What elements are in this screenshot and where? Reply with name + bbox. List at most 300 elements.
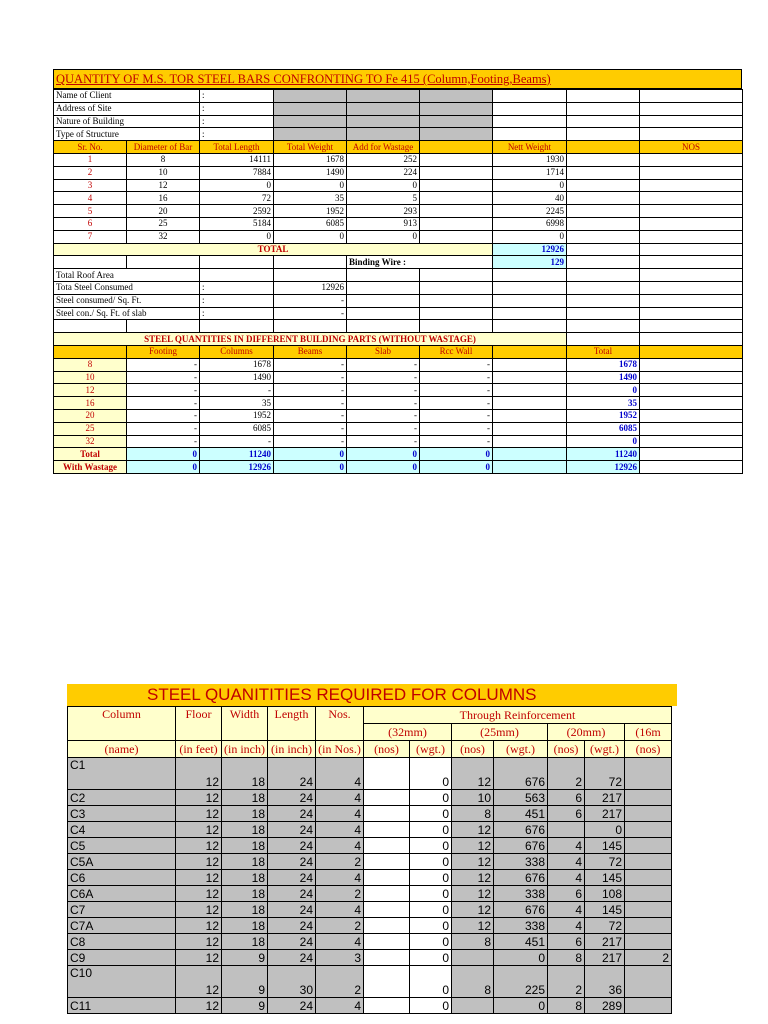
value-cell[interactable] bbox=[364, 790, 410, 806]
nos-cell[interactable] bbox=[640, 205, 743, 218]
info-cell[interactable] bbox=[493, 90, 567, 103]
info-cell[interactable] bbox=[274, 115, 347, 128]
value-cell[interactable]: 4 bbox=[316, 934, 364, 950]
value-cell[interactable]: 2 bbox=[316, 886, 364, 902]
value-cell[interactable] bbox=[625, 870, 672, 886]
empty-cell[interactable] bbox=[567, 269, 640, 282]
value-cell[interactable]: 12 bbox=[176, 806, 222, 822]
value-cell[interactable]: 12 bbox=[452, 902, 494, 918]
total-cell[interactable]: 1490 bbox=[567, 371, 640, 384]
empty-cell[interactable] bbox=[640, 371, 743, 384]
summary-value[interactable]: - bbox=[274, 307, 347, 320]
rcc-wall-cell[interactable]: 0 bbox=[420, 448, 493, 461]
empty-cell[interactable] bbox=[640, 409, 743, 422]
value-cell[interactable]: 676 bbox=[494, 838, 548, 854]
value-cell[interactable]: 217 bbox=[585, 806, 625, 822]
info-label[interactable]: Address of Site bbox=[54, 102, 200, 115]
value-cell[interactable]: 18 bbox=[222, 870, 268, 886]
column-header[interactable]: Beams bbox=[274, 345, 347, 358]
through-reinforcement-header[interactable]: Through Reinforcement bbox=[364, 707, 672, 724]
value-cell[interactable]: 2 bbox=[548, 966, 585, 998]
value-cell[interactable] bbox=[364, 838, 410, 854]
value-cell[interactable]: 4 bbox=[316, 838, 364, 854]
empty-cell[interactable] bbox=[640, 320, 743, 333]
total-cell[interactable]: 35 bbox=[567, 397, 640, 410]
value-cell[interactable]: 12 bbox=[176, 902, 222, 918]
value-cell[interactable]: 18 bbox=[222, 902, 268, 918]
value-cell[interactable]: 0 bbox=[410, 902, 452, 918]
empty-cell[interactable] bbox=[493, 384, 567, 397]
empty-cell[interactable] bbox=[567, 230, 640, 243]
value-cell[interactable]: 9 bbox=[222, 998, 268, 1014]
info-cell[interactable] bbox=[640, 128, 743, 141]
empty-cell[interactable] bbox=[127, 320, 200, 333]
beams-cell[interactable]: - bbox=[274, 409, 347, 422]
wastage-cell[interactable]: 224 bbox=[347, 166, 420, 179]
row-label[interactable]: With Wastage bbox=[54, 461, 127, 474]
empty-cell[interactable] bbox=[420, 166, 493, 179]
sr-no-cell[interactable]: 2 bbox=[54, 166, 127, 179]
columns-cell[interactable]: 12926 bbox=[200, 461, 274, 474]
slab-cell[interactable]: - bbox=[347, 435, 420, 448]
nos-cell[interactable] bbox=[640, 230, 743, 243]
value-cell[interactable]: 72 bbox=[585, 918, 625, 934]
bar-size-header[interactable]: (32mm) bbox=[364, 724, 452, 741]
empty-cell[interactable] bbox=[127, 256, 200, 269]
column-header[interactable]: Length bbox=[268, 707, 316, 741]
column-header[interactable]: Nett Weight bbox=[493, 141, 567, 154]
nos-cell[interactable] bbox=[640, 179, 743, 192]
info-cell[interactable] bbox=[274, 90, 347, 103]
diameter-cell[interactable]: 20 bbox=[127, 205, 200, 218]
diameter-cell[interactable]: 32 bbox=[127, 230, 200, 243]
value-cell[interactable]: 12 bbox=[176, 998, 222, 1014]
value-cell[interactable]: 12 bbox=[176, 758, 222, 790]
weight-cell[interactable]: 35 bbox=[274, 192, 347, 205]
value-cell[interactable] bbox=[364, 886, 410, 902]
empty-cell[interactable] bbox=[420, 192, 493, 205]
value-cell[interactable]: 0 bbox=[585, 822, 625, 838]
total-cell[interactable]: 11240 bbox=[567, 448, 640, 461]
diameter-cell[interactable]: 25 bbox=[127, 217, 200, 230]
value-cell[interactable] bbox=[364, 918, 410, 934]
value-cell[interactable]: 12 bbox=[176, 950, 222, 966]
column-header[interactable]: Columns bbox=[200, 345, 274, 358]
weight-cell[interactable]: 0 bbox=[274, 230, 347, 243]
slab-cell[interactable]: - bbox=[347, 384, 420, 397]
value-cell[interactable]: 12 bbox=[176, 934, 222, 950]
empty-cell[interactable] bbox=[420, 294, 493, 307]
info-cell[interactable] bbox=[640, 90, 743, 103]
empty-cell[interactable] bbox=[347, 320, 420, 333]
diameter-cell[interactable]: 20 bbox=[54, 409, 127, 422]
slab-cell[interactable]: - bbox=[347, 358, 420, 371]
beams-cell[interactable]: - bbox=[274, 371, 347, 384]
diameter-cell[interactable]: 16 bbox=[127, 192, 200, 205]
empty-cell[interactable] bbox=[493, 320, 567, 333]
column-header[interactable] bbox=[493, 345, 567, 358]
diameter-cell[interactable]: 16 bbox=[54, 397, 127, 410]
info-cell[interactable] bbox=[347, 115, 420, 128]
nett-weight-cell[interactable]: 1930 bbox=[493, 153, 567, 166]
value-cell[interactable]: 4 bbox=[548, 838, 585, 854]
diameter-cell[interactable]: 32 bbox=[54, 435, 127, 448]
unit-header[interactable]: (wgt.) bbox=[410, 741, 452, 758]
column-header[interactable]: Diameter of Bar bbox=[127, 141, 200, 154]
value-cell[interactable] bbox=[625, 918, 672, 934]
value-cell[interactable]: 24 bbox=[268, 886, 316, 902]
info-cell[interactable] bbox=[640, 115, 743, 128]
column-name-cell[interactable]: C5A bbox=[68, 854, 176, 870]
empty-cell[interactable] bbox=[54, 256, 127, 269]
empty-cell[interactable] bbox=[420, 320, 493, 333]
wastage-cell[interactable]: 0 bbox=[347, 179, 420, 192]
empty-cell[interactable] bbox=[420, 153, 493, 166]
value-cell[interactable] bbox=[548, 822, 585, 838]
value-cell[interactable]: 12 bbox=[452, 854, 494, 870]
column-header[interactable]: Column bbox=[68, 707, 176, 741]
nett-weight-cell[interactable]: 6998 bbox=[493, 217, 567, 230]
value-cell[interactable]: 12 bbox=[452, 918, 494, 934]
beams-cell[interactable]: 0 bbox=[274, 448, 347, 461]
value-cell[interactable]: 24 bbox=[268, 998, 316, 1014]
footing-cell[interactable]: - bbox=[127, 384, 200, 397]
empty-cell[interactable] bbox=[493, 371, 567, 384]
value-cell[interactable]: 289 bbox=[585, 998, 625, 1014]
column-name-cell[interactable]: C2 bbox=[68, 790, 176, 806]
value-cell[interactable]: 217 bbox=[585, 934, 625, 950]
value-cell[interactable]: 0 bbox=[410, 998, 452, 1014]
value-cell[interactable]: 18 bbox=[222, 886, 268, 902]
unit-header[interactable]: (in Nos.) bbox=[316, 741, 364, 758]
value-cell[interactable]: 12 bbox=[452, 870, 494, 886]
total-cell[interactable]: 1678 bbox=[567, 358, 640, 371]
value-cell[interactable]: 24 bbox=[268, 918, 316, 934]
value-cell[interactable]: 6 bbox=[548, 886, 585, 902]
unit-header[interactable]: (nos) bbox=[548, 741, 585, 758]
value-cell[interactable]: 30 bbox=[268, 966, 316, 998]
value-cell[interactable] bbox=[625, 806, 672, 822]
unit-header[interactable]: (wgt.) bbox=[494, 741, 548, 758]
value-cell[interactable]: 4 bbox=[316, 790, 364, 806]
value-cell[interactable]: 4 bbox=[548, 902, 585, 918]
column-name-cell[interactable]: C10 bbox=[68, 966, 176, 998]
column-name-cell[interactable]: C6 bbox=[68, 870, 176, 886]
value-cell[interactable] bbox=[625, 902, 672, 918]
empty-cell[interactable] bbox=[493, 358, 567, 371]
bar-size-header[interactable]: (25mm) bbox=[452, 724, 548, 741]
length-cell[interactable]: 0 bbox=[200, 179, 274, 192]
info-cell[interactable] bbox=[347, 90, 420, 103]
value-cell[interactable]: 12 bbox=[176, 854, 222, 870]
empty-cell[interactable] bbox=[420, 230, 493, 243]
empty-cell[interactable] bbox=[347, 281, 420, 294]
value-cell[interactable]: 0 bbox=[410, 918, 452, 934]
sr-no-cell[interactable]: 6 bbox=[54, 217, 127, 230]
value-cell[interactable] bbox=[625, 758, 672, 790]
column-name-cell[interactable]: C4 bbox=[68, 822, 176, 838]
value-cell[interactable]: 24 bbox=[268, 806, 316, 822]
empty-cell[interactable] bbox=[640, 333, 743, 346]
column-header[interactable]: Floor bbox=[176, 707, 222, 741]
empty-cell[interactable] bbox=[640, 269, 743, 282]
value-cell[interactable]: 0 bbox=[410, 966, 452, 998]
column-name-cell[interactable]: C9 bbox=[68, 950, 176, 966]
sr-no-cell[interactable]: 3 bbox=[54, 179, 127, 192]
value-cell[interactable]: 18 bbox=[222, 822, 268, 838]
summary-colon[interactable]: : bbox=[200, 281, 274, 294]
value-cell[interactable]: 4 bbox=[548, 870, 585, 886]
info-cell[interactable] bbox=[567, 102, 640, 115]
value-cell[interactable]: 12 bbox=[176, 790, 222, 806]
beams-cell[interactable]: - bbox=[274, 397, 347, 410]
slab-cell[interactable]: - bbox=[347, 409, 420, 422]
empty-cell[interactable] bbox=[420, 217, 493, 230]
value-cell[interactable]: 24 bbox=[268, 758, 316, 790]
empty-cell[interactable] bbox=[640, 384, 743, 397]
column-name-cell[interactable]: C8 bbox=[68, 934, 176, 950]
info-cell[interactable] bbox=[347, 128, 420, 141]
columns-cell[interactable]: - bbox=[200, 384, 274, 397]
total-cell[interactable]: 0 bbox=[567, 435, 640, 448]
empty-cell[interactable] bbox=[567, 294, 640, 307]
value-cell[interactable]: 9 bbox=[222, 950, 268, 966]
value-cell[interactable]: 24 bbox=[268, 854, 316, 870]
value-cell[interactable] bbox=[364, 870, 410, 886]
beams-cell[interactable]: - bbox=[274, 422, 347, 435]
empty-cell[interactable] bbox=[567, 320, 640, 333]
unit-header[interactable]: (in feet) bbox=[176, 741, 222, 758]
diameter-cell[interactable]: 12 bbox=[127, 179, 200, 192]
value-cell[interactable]: 8 bbox=[452, 934, 494, 950]
empty-cell[interactable] bbox=[567, 153, 640, 166]
wastage-cell[interactable]: 913 bbox=[347, 217, 420, 230]
empty-cell[interactable] bbox=[567, 333, 640, 346]
nos-cell[interactable] bbox=[640, 153, 743, 166]
value-cell[interactable]: 8 bbox=[548, 950, 585, 966]
beams-cell[interactable]: - bbox=[274, 358, 347, 371]
value-cell[interactable]: 2 bbox=[316, 918, 364, 934]
value-cell[interactable]: 4 bbox=[316, 822, 364, 838]
rcc-wall-cell[interactable]: - bbox=[420, 435, 493, 448]
column-header[interactable]: Footing bbox=[127, 345, 200, 358]
value-cell[interactable]: 0 bbox=[410, 950, 452, 966]
info-colon[interactable]: : bbox=[200, 128, 274, 141]
value-cell[interactable]: 18 bbox=[222, 918, 268, 934]
wastage-cell[interactable]: 0 bbox=[347, 230, 420, 243]
summary-value[interactable] bbox=[274, 269, 347, 282]
column-name-cell[interactable]: C1 bbox=[68, 758, 176, 790]
slab-cell[interactable]: 0 bbox=[347, 448, 420, 461]
column-header[interactable]: Total Length bbox=[200, 141, 274, 154]
value-cell[interactable]: 6 bbox=[548, 934, 585, 950]
diameter-cell[interactable]: 8 bbox=[127, 153, 200, 166]
columns-cell[interactable]: 35 bbox=[200, 397, 274, 410]
weight-cell[interactable]: 1952 bbox=[274, 205, 347, 218]
empty-cell[interactable] bbox=[640, 345, 743, 358]
total-cell[interactable]: 12926 bbox=[567, 461, 640, 474]
column-name-cell[interactable]: C7A bbox=[68, 918, 176, 934]
column-name-cell[interactable]: C7 bbox=[68, 902, 176, 918]
value-cell[interactable]: 676 bbox=[494, 822, 548, 838]
rcc-wall-cell[interactable]: - bbox=[420, 422, 493, 435]
weight-cell[interactable]: 1678 bbox=[274, 153, 347, 166]
value-cell[interactable]: 12 bbox=[176, 838, 222, 854]
value-cell[interactable] bbox=[364, 854, 410, 870]
footing-cell[interactable]: - bbox=[127, 358, 200, 371]
info-cell[interactable] bbox=[567, 128, 640, 141]
empty-cell[interactable] bbox=[640, 422, 743, 435]
value-cell[interactable]: 6 bbox=[548, 790, 585, 806]
value-cell[interactable]: 217 bbox=[585, 950, 625, 966]
nos-cell[interactable] bbox=[640, 192, 743, 205]
rcc-wall-cell[interactable]: - bbox=[420, 397, 493, 410]
value-cell[interactable]: 2 bbox=[625, 950, 672, 966]
info-colon[interactable]: : bbox=[200, 102, 274, 115]
value-cell[interactable]: 0 bbox=[494, 950, 548, 966]
value-cell[interactable]: 24 bbox=[268, 822, 316, 838]
empty-cell[interactable] bbox=[640, 461, 743, 474]
value-cell[interactable]: 0 bbox=[410, 758, 452, 790]
value-cell[interactable]: 6 bbox=[548, 806, 585, 822]
info-cell[interactable] bbox=[493, 128, 567, 141]
empty-cell[interactable] bbox=[640, 435, 743, 448]
empty-cell[interactable] bbox=[640, 358, 743, 371]
column-header[interactable]: Total Weight bbox=[274, 141, 347, 154]
value-cell[interactable]: 4 bbox=[316, 806, 364, 822]
diameter-cell[interactable]: 10 bbox=[54, 371, 127, 384]
diameter-cell[interactable]: 10 bbox=[127, 166, 200, 179]
diameter-cell[interactable]: 25 bbox=[54, 422, 127, 435]
sr-no-cell[interactable]: 4 bbox=[54, 192, 127, 205]
columns-cell[interactable]: 1678 bbox=[200, 358, 274, 371]
footing-cell[interactable]: 0 bbox=[127, 448, 200, 461]
value-cell[interactable]: 2 bbox=[316, 854, 364, 870]
info-cell[interactable] bbox=[567, 115, 640, 128]
sr-no-cell[interactable]: 5 bbox=[54, 205, 127, 218]
info-cell[interactable] bbox=[420, 102, 493, 115]
value-cell[interactable]: 0 bbox=[410, 870, 452, 886]
empty-cell[interactable] bbox=[567, 243, 640, 256]
info-cell[interactable] bbox=[274, 128, 347, 141]
value-cell[interactable]: 451 bbox=[494, 806, 548, 822]
beams-cell[interactable]: - bbox=[274, 384, 347, 397]
unit-header[interactable]: (name) bbox=[68, 741, 176, 758]
length-cell[interactable]: 5184 bbox=[200, 217, 274, 230]
value-cell[interactable]: 18 bbox=[222, 790, 268, 806]
column-header[interactable] bbox=[420, 141, 493, 154]
value-cell[interactable] bbox=[625, 966, 672, 998]
empty-cell[interactable] bbox=[347, 294, 420, 307]
column-name-cell[interactable]: C11 bbox=[68, 998, 176, 1014]
empty-cell[interactable] bbox=[493, 435, 567, 448]
nett-weight-cell[interactable]: 1714 bbox=[493, 166, 567, 179]
empty-cell[interactable] bbox=[640, 448, 743, 461]
nos-cell[interactable] bbox=[640, 166, 743, 179]
empty-cell[interactable] bbox=[200, 320, 274, 333]
info-cell[interactable] bbox=[493, 115, 567, 128]
info-label[interactable]: Name of Client bbox=[54, 90, 200, 103]
empty-cell[interactable] bbox=[567, 217, 640, 230]
binding-wire-value[interactable]: 129 bbox=[493, 256, 567, 269]
value-cell[interactable]: 24 bbox=[268, 838, 316, 854]
summary-value[interactable]: 12926 bbox=[274, 281, 347, 294]
columns-cell[interactable]: 11240 bbox=[200, 448, 274, 461]
sr-no-cell[interactable]: 1 bbox=[54, 153, 127, 166]
empty-cell[interactable] bbox=[420, 281, 493, 294]
column-header[interactable]: Nos. bbox=[316, 707, 364, 741]
diameter-cell[interactable]: 12 bbox=[54, 384, 127, 397]
length-cell[interactable]: 7884 bbox=[200, 166, 274, 179]
value-cell[interactable]: 145 bbox=[585, 838, 625, 854]
value-cell[interactable]: 676 bbox=[494, 902, 548, 918]
summary-label[interactable]: Tota Steel Consumed bbox=[54, 281, 200, 294]
value-cell[interactable]: 3 bbox=[316, 950, 364, 966]
value-cell[interactable]: 8 bbox=[548, 998, 585, 1014]
column-header[interactable]: Slab bbox=[347, 345, 420, 358]
value-cell[interactable]: 0 bbox=[410, 854, 452, 870]
value-cell[interactable]: 72 bbox=[585, 758, 625, 790]
value-cell[interactable]: 4 bbox=[548, 918, 585, 934]
value-cell[interactable]: 676 bbox=[494, 870, 548, 886]
length-cell[interactable]: 0 bbox=[200, 230, 274, 243]
value-cell[interactable]: 108 bbox=[585, 886, 625, 902]
summary-label[interactable]: Total Roof Area bbox=[54, 269, 200, 282]
value-cell[interactable]: 0 bbox=[410, 838, 452, 854]
bar-size-header[interactable]: (16m bbox=[625, 724, 672, 741]
total-value[interactable]: 12926 bbox=[493, 243, 567, 256]
summary-colon[interactable]: : bbox=[200, 294, 274, 307]
total-cell[interactable]: 6085 bbox=[567, 422, 640, 435]
weight-cell[interactable]: 6085 bbox=[274, 217, 347, 230]
empty-cell[interactable] bbox=[567, 166, 640, 179]
empty-cell[interactable] bbox=[347, 307, 420, 320]
info-cell[interactable] bbox=[420, 128, 493, 141]
empty-cell[interactable] bbox=[274, 256, 347, 269]
column-name-cell[interactable]: C6A bbox=[68, 886, 176, 902]
value-cell[interactable] bbox=[364, 758, 410, 790]
value-cell[interactable]: 12 bbox=[176, 966, 222, 998]
diameter-cell[interactable]: 8 bbox=[54, 358, 127, 371]
columns-cell[interactable]: - bbox=[200, 435, 274, 448]
value-cell[interactable]: 0 bbox=[410, 886, 452, 902]
value-cell[interactable]: 217 bbox=[585, 790, 625, 806]
value-cell[interactable]: 451 bbox=[494, 934, 548, 950]
footing-cell[interactable]: - bbox=[127, 397, 200, 410]
value-cell[interactable]: 8 bbox=[452, 806, 494, 822]
value-cell[interactable]: 24 bbox=[268, 790, 316, 806]
empty-cell[interactable] bbox=[567, 307, 640, 320]
value-cell[interactable] bbox=[364, 934, 410, 950]
value-cell[interactable]: 24 bbox=[268, 934, 316, 950]
footing-cell[interactable]: 0 bbox=[127, 461, 200, 474]
wastage-cell[interactable]: 252 bbox=[347, 153, 420, 166]
value-cell[interactable] bbox=[625, 854, 672, 870]
summary-label[interactable]: Steel consumed/ Sq. Ft. bbox=[54, 294, 200, 307]
info-cell[interactable] bbox=[420, 115, 493, 128]
value-cell[interactable] bbox=[625, 790, 672, 806]
bar-size-header[interactable]: (20mm) bbox=[548, 724, 625, 741]
beams-cell[interactable]: - bbox=[274, 435, 347, 448]
info-colon[interactable]: : bbox=[200, 115, 274, 128]
row-label[interactable]: Total bbox=[54, 448, 127, 461]
wastage-cell[interactable]: 5 bbox=[347, 192, 420, 205]
empty-cell[interactable] bbox=[493, 307, 567, 320]
columns-cell[interactable]: 6085 bbox=[200, 422, 274, 435]
unit-header[interactable]: (in inch) bbox=[222, 741, 268, 758]
value-cell[interactable]: 4 bbox=[316, 758, 364, 790]
value-cell[interactable]: 338 bbox=[494, 886, 548, 902]
